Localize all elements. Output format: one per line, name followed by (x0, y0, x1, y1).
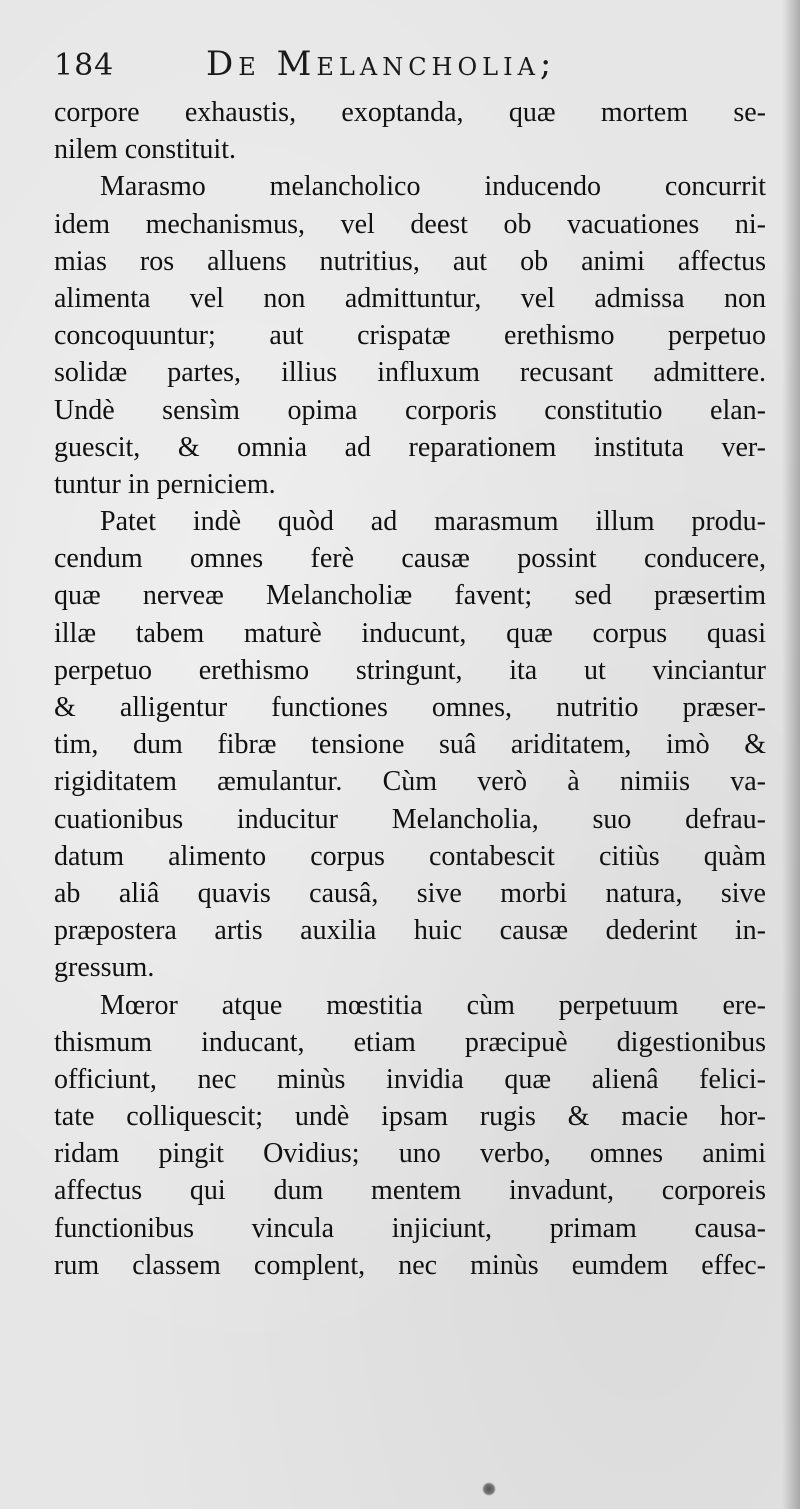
paragraph-first-line: Patet indè quòd ad marasmum illum produ- (100, 506, 766, 538)
text-line: ab aliâ quavis causâ, sive morbi natura, sive (54, 877, 766, 909)
text-line: illæ tabem maturè inducunt, quæ corpus quasi (54, 617, 766, 649)
page-number: 184 (54, 48, 115, 83)
text-line: quæ nerveæ Melancholiæ favent; sed præsertim (54, 580, 766, 612)
text-line: corpore exhaustis, exoptanda, quæ mortem se- (54, 97, 766, 128)
running-title: De Melancholia; (206, 44, 557, 84)
text-line: tuntur in perniciem. (54, 468, 276, 500)
text-line: solidæ partes, illius influxum recusant admittere. (54, 357, 766, 389)
text-line: functionibus vincula injiciunt, primam causa- (54, 1212, 766, 1244)
text-line: cuationibus inducitur Melancholia, suo defrau- (54, 803, 766, 835)
page-gutter-shadow (782, 0, 800, 1509)
text-line: mias ros alluens nutritius, aut ob animi affectus (54, 245, 766, 277)
page-header (54, 44, 754, 92)
text-line: cendum omnes ferè causæ possint conducere, (54, 543, 766, 575)
text-line: affectus qui dum mentem invadunt, corporeis (54, 1175, 766, 1207)
text-line: concoquuntur; aut crispatæ erethismo perpetuo (54, 320, 766, 352)
text-line: tim, dum fibræ tensione suâ ariditatem, imò & (54, 729, 766, 761)
text-line: gressum. (54, 952, 155, 984)
paragraph-first-line: Marasmo melancholico inducendo concurrit (100, 171, 766, 203)
text-line: guescit, & omnia ad reparationem instituta ver- (54, 431, 766, 463)
text-line: Undè sensìm opima corporis constitutio elan- (54, 394, 766, 426)
text-line: perpetuo erethismo stringunt, ita ut vinciantur (54, 654, 766, 686)
ink-speck (482, 1482, 496, 1496)
text-line: rigiditatem æmulantur. Cùm verò à nimiis va- (54, 766, 766, 798)
text-line: ridam pingit Ovidius; uno verbo, omnes animi (54, 1138, 766, 1170)
text-line: & alligentur functiones omnes, nutritio præser- (54, 692, 766, 723)
text-line: rum classem complent, nec minùs eumdem effec- (54, 1249, 766, 1281)
text-line: tate colliquescit; undè ipsam rugis & macie hor- (54, 1101, 766, 1133)
text-line: idem mechanismus, vel deest ob vacuationes ni- (54, 208, 766, 240)
text-line: nilem constituit. (54, 134, 236, 166)
text-line: officiunt, nec minùs invidia quæ alienâ felici- (54, 1063, 766, 1095)
body-text (54, 94, 766, 1284)
text-line: thismum inducant, etiam præcipuè digestionibus (54, 1026, 766, 1058)
text-line: præpostera artis auxilia huic causæ dederint in- (54, 915, 766, 947)
text-line: alimenta vel non admittuntur, vel admissa non (54, 282, 766, 314)
text-line: datum alimento corpus contabescit citiùs quàm (54, 840, 766, 872)
paragraph-first-line: Mœror atque mœstitia cùm perpetuum ere- (100, 989, 766, 1021)
